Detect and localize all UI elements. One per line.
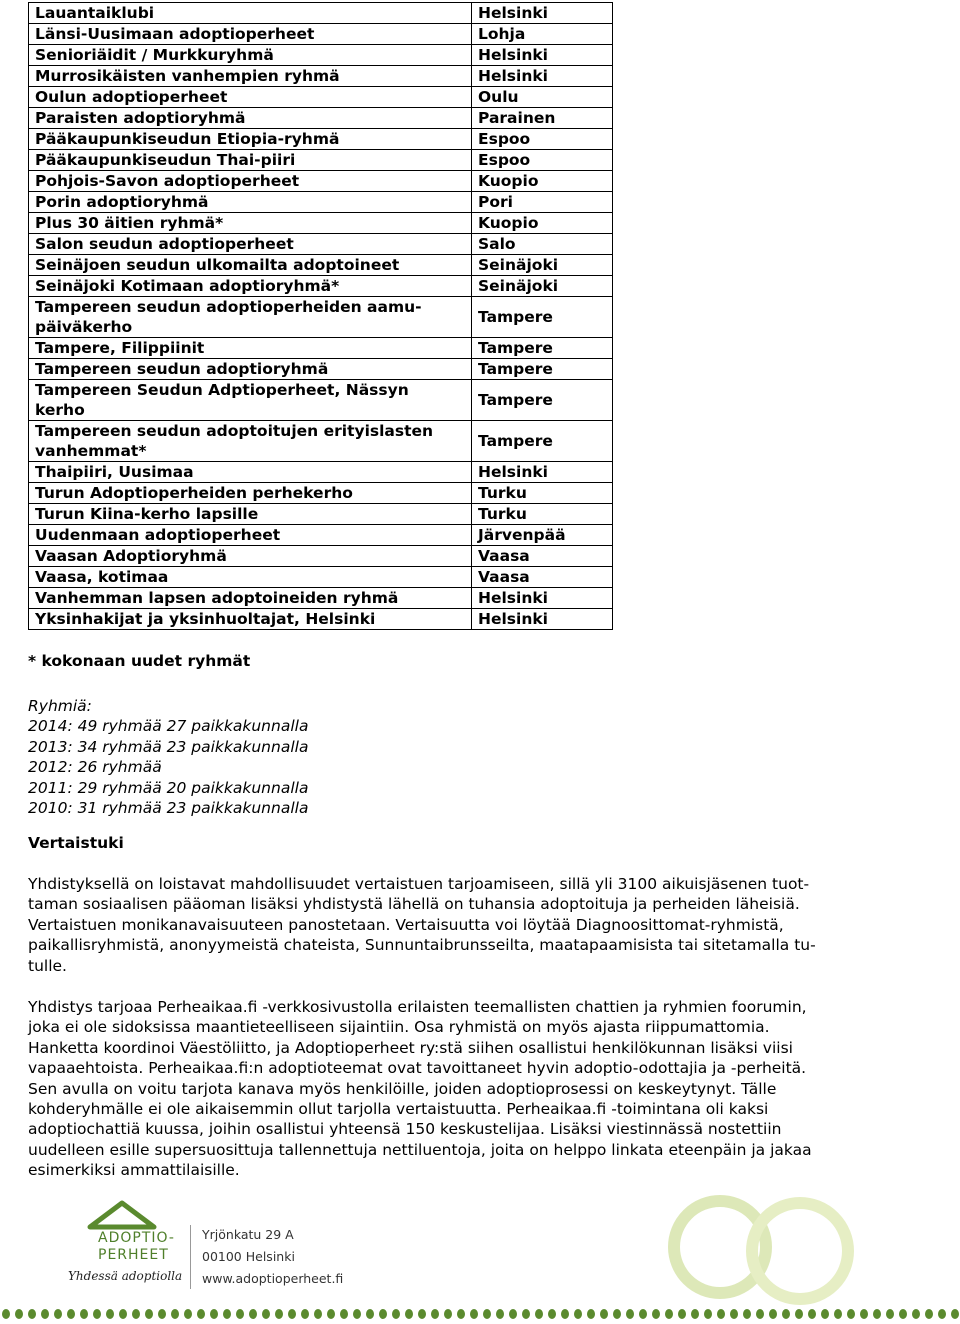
border-dot <box>899 1309 907 1319</box>
group-name-cell <box>29 546 472 567</box>
table-row <box>29 588 613 609</box>
stats-line: 2011: 29 ryhmää 20 paikkakunnalla <box>28 778 309 797</box>
group-city: Pori <box>472 192 613 213</box>
table-row <box>29 546 613 567</box>
group-city: Parainen <box>472 108 613 129</box>
table-row <box>29 297 613 338</box>
paragraph-line: paikallisryhmistä, anonyymeistä chateista, Sunnuntaibrunsseilta, maatapaamisista tai sitetamalla tu- <box>28 936 816 955</box>
group-name: Plus 30 äitien ryhmä* <box>35 214 224 232</box>
group-name-cell <box>29 234 472 255</box>
border-dot <box>340 1309 348 1319</box>
border-dot <box>132 1309 140 1319</box>
table-row <box>29 234 613 255</box>
group-city: Helsinki <box>472 462 613 483</box>
stats-heading: Ryhmiä: <box>28 697 92 715</box>
group-name-cell <box>29 108 472 129</box>
group-city: Tampere <box>472 338 613 359</box>
group-name: Turun Adoptioperheiden perhekerho <box>35 484 353 502</box>
stats-line: 2010: 31 ryhmää 23 paikkakunnalla <box>28 799 309 818</box>
group-name: Lauantaiklubi <box>35 4 155 22</box>
group-name-cell <box>29 192 472 213</box>
border-dot <box>262 1309 270 1319</box>
paragraph-perheaikaa <box>28 997 928 1181</box>
border-dot <box>782 1309 790 1319</box>
border-dot <box>41 1309 49 1319</box>
group-name-cell <box>29 359 472 380</box>
group-city: Tampere <box>472 380 613 421</box>
group-name: Turun Kiina-kerho lapsille <box>35 505 259 523</box>
group-name-cell <box>29 504 472 525</box>
group-city: Salo <box>472 234 613 255</box>
group-name: Paraisten adoptioryhmä <box>35 109 246 127</box>
group-name-cell <box>29 297 472 338</box>
logo-slogan: Yhdessä adoptiolla <box>68 1269 183 1283</box>
border-dot <box>717 1309 725 1319</box>
border-dot <box>457 1309 465 1319</box>
border-dot <box>639 1309 647 1319</box>
table-row <box>29 504 613 525</box>
group-name: Tampere, Filippiinit <box>35 339 205 357</box>
border-dot <box>678 1309 686 1319</box>
group-city: Tampere <box>472 297 613 338</box>
group-name-cell <box>29 609 472 630</box>
group-city: Espoo <box>472 129 613 150</box>
table-row <box>29 129 613 150</box>
border-dot <box>912 1309 920 1319</box>
border-dot <box>665 1309 673 1319</box>
group-name: Uudenmaan adoptioperheet <box>35 526 281 544</box>
border-dot <box>15 1309 23 1319</box>
table-row <box>29 192 613 213</box>
group-name-cell <box>29 150 472 171</box>
group-city: Vaasa <box>472 546 613 567</box>
border-dot <box>119 1309 127 1319</box>
border-dot <box>925 1309 933 1319</box>
table-row <box>29 87 613 108</box>
paragraph-line: tulle. <box>28 956 67 975</box>
border-dot <box>249 1309 257 1319</box>
border-dot <box>197 1309 205 1319</box>
paragraph-line: Yhdistyksellä on loistavat mahdollisuudet vertaistuen tarjoamiseen, sillä yli 3100 aikuisjäsenen tuot- <box>28 875 810 893</box>
group-name-cell <box>29 338 472 359</box>
logo-line-1: ADOPTIO- <box>98 1230 175 1246</box>
border-dot <box>886 1309 894 1319</box>
footer-divider <box>190 1225 191 1289</box>
border-dot <box>626 1309 634 1319</box>
border-dot <box>418 1309 426 1319</box>
border-dot <box>184 1309 192 1319</box>
border-dot <box>730 1309 738 1319</box>
border-dot <box>808 1309 816 1319</box>
border-dot <box>756 1309 764 1319</box>
border-dot <box>288 1309 296 1319</box>
group-name-continued: kerho <box>35 401 85 419</box>
border-dot <box>106 1309 114 1319</box>
border-dot <box>210 1309 218 1319</box>
group-name: Tampereen seudun adoptioryhmä <box>35 360 329 378</box>
border-dot <box>522 1309 530 1319</box>
table-row <box>29 380 613 421</box>
group-name: Tampereen seudun adoptioperheiden aamu- <box>35 298 422 316</box>
table-row <box>29 567 613 588</box>
stats-line: 2013: 34 ryhmää 23 paikkakunnalla <box>28 737 309 756</box>
group-city: Oulu <box>472 87 613 108</box>
logo-line-2: PERHEET <box>98 1247 169 1263</box>
footnote: * kokonaan uudet ryhmät <box>28 652 251 670</box>
group-city: Tampere <box>472 421 613 462</box>
group-city: Helsinki <box>472 3 613 24</box>
group-name-cell <box>29 567 472 588</box>
group-name-cell <box>29 24 472 45</box>
group-name: Porin adoptioryhmä <box>35 193 209 211</box>
border-dot <box>470 1309 478 1319</box>
border-dot <box>951 1309 959 1319</box>
border-dot <box>509 1309 517 1319</box>
border-dot <box>158 1309 166 1319</box>
paragraph-line: Yhdistys tarjoaa Perheaikaa.fi -verkkosivustolla erilaisten teemallisten chattien ja ryhmien foorumin, <box>28 998 807 1016</box>
border-dot <box>600 1309 608 1319</box>
border-dot <box>938 1309 946 1319</box>
border-dot <box>847 1309 855 1319</box>
group-name: Vaasan Adoptioryhmä <box>35 547 227 565</box>
group-city: Lohja <box>472 24 613 45</box>
table-row <box>29 213 613 234</box>
border-dot <box>691 1309 699 1319</box>
table-row <box>29 255 613 276</box>
border-dot <box>145 1309 153 1319</box>
border-dot <box>392 1309 400 1319</box>
group-city: Turku <box>472 504 613 525</box>
table-row <box>29 338 613 359</box>
table-row <box>29 421 613 462</box>
border-dot <box>327 1309 335 1319</box>
border-dot <box>834 1309 842 1319</box>
group-name: Oulun adoptioperheet <box>35 88 228 106</box>
groups-table <box>28 2 613 630</box>
group-name: Seinäjoen seudun ulkomailta adoptoineet <box>35 256 400 274</box>
group-city: Tampere <box>472 359 613 380</box>
border-dot <box>743 1309 751 1319</box>
paragraph-line: joka ei ole sidoksissa maantieteelliseen sijaintiin. Osa ryhmistä on myös ajasta riippumattomia. <box>28 1018 770 1037</box>
group-name: Tampereen Seudun Adptioperheet, Nässyn <box>35 381 409 399</box>
border-dot <box>873 1309 881 1319</box>
table-row <box>29 276 613 297</box>
border-dot <box>574 1309 582 1319</box>
letterhead-footer <box>0 1195 960 1324</box>
group-city: Helsinki <box>472 609 613 630</box>
paragraph-line: Sen avulla on voitu tarjota kanava myös henkilöille, joiden adoptioprosessi on keskeytynyt. Tälle <box>28 1079 777 1098</box>
group-name: Murrosikäisten vanhempien ryhmä <box>35 67 340 85</box>
border-dot <box>366 1309 374 1319</box>
dotted-border-icon <box>0 1307 960 1321</box>
section-heading: Vertaistuki <box>28 834 124 852</box>
table-row <box>29 66 613 87</box>
group-name-cell <box>29 129 472 150</box>
border-dot <box>769 1309 777 1319</box>
border-dot <box>496 1309 504 1319</box>
group-name-cell <box>29 255 472 276</box>
postal-address: 00100 Helsinki <box>202 1249 295 1264</box>
table-row <box>29 609 613 630</box>
table-row <box>29 171 613 192</box>
border-dot <box>314 1309 322 1319</box>
group-name-cell <box>29 421 472 462</box>
border-dot <box>80 1309 88 1319</box>
group-city: Seinäjoki <box>472 276 613 297</box>
paragraph-line: kohderyhmälle ei ole aikaisemmin ollut tarjolla vertaistuutta. Perheaikaa.fi -toimintana oli kaksi <box>28 1100 769 1119</box>
street-address: Yrjönkatu 29 A <box>202 1227 294 1242</box>
border-dot <box>301 1309 309 1319</box>
border-dot <box>444 1309 452 1319</box>
group-name-cell <box>29 276 472 297</box>
group-name-continued: vanhemmat* <box>35 442 147 460</box>
group-name: Tampereen seudun adoptoitujen erityislasten <box>35 422 434 440</box>
group-city: Vaasa <box>472 567 613 588</box>
border-dot <box>405 1309 413 1319</box>
group-name: Vanhemman lapsen adoptoineiden ryhmä <box>35 589 399 607</box>
group-name: Thaipiiri, Uusimaa <box>35 463 194 481</box>
border-dot <box>28 1309 36 1319</box>
paragraph-vertaistuki <box>28 874 928 976</box>
border-dot <box>795 1309 803 1319</box>
border-dot <box>275 1309 283 1319</box>
group-name: Senioriäidit / Murkkuryhmä <box>35 46 274 64</box>
border-dot <box>353 1309 361 1319</box>
group-statistics <box>28 696 308 818</box>
border-dot <box>379 1309 387 1319</box>
border-dot <box>67 1309 75 1319</box>
border-dot <box>93 1309 101 1319</box>
border-dot <box>821 1309 829 1319</box>
group-name: Salon seudun adoptioperheet <box>35 235 294 253</box>
group-name-continued: päiväkerho <box>35 318 133 336</box>
paragraph-line: uudelleen esille supersuosittuja tallennettuja nettiluentoja, joita on helppo linkata eteenpäin ja jakaa <box>28 1140 812 1159</box>
paragraph-line: Hanketta koordinoi Väestöliitto, ja Adoptioperheet ry:stä siihen osallistui henkilökunnan lisäksi viisi <box>28 1038 793 1057</box>
group-city: Helsinki <box>472 66 613 87</box>
group-city: Helsinki <box>472 45 613 66</box>
group-name: Pääkaupunkiseudun Thai-piiri <box>35 151 296 169</box>
border-dot <box>561 1309 569 1319</box>
table-row <box>29 150 613 171</box>
border-dot <box>54 1309 62 1319</box>
border-dot <box>652 1309 660 1319</box>
paragraph-line: esimerkiksi ammattilaisille. <box>28 1161 240 1180</box>
border-dot <box>587 1309 595 1319</box>
group-name-cell <box>29 87 472 108</box>
group-name-cell <box>29 483 472 504</box>
border-dot <box>860 1309 868 1319</box>
paragraph-line: adoptiochattiä kuussa, joihin osallistui yhteensä 150 keskustelijaa. Lisäksi viestinnässä nostettiin <box>28 1120 782 1139</box>
border-dot <box>236 1309 244 1319</box>
group-city: Järvenpää <box>472 525 613 546</box>
group-name-cell <box>29 380 472 421</box>
paragraph-line: Vertaistuen monikanavaisuuteen panostetaan. Vertaisuutta voi löytää Diagnoosittomat-ryhmistä, <box>28 915 784 934</box>
border-dot <box>704 1309 712 1319</box>
paragraph-line: taman sosiaalisen pääoman lisäksi yhdistystä lähellä on tuhansia adoptoituja ja perheiden läheisiä. <box>28 895 800 914</box>
group-name-cell <box>29 588 472 609</box>
group-name-cell <box>29 171 472 192</box>
group-city: Seinäjoki <box>472 255 613 276</box>
group-name: Pohjois-Savon adoptioperheet <box>35 172 300 190</box>
group-name: Yksinhakijat ja yksinhuoltajat, Helsinki <box>35 610 376 628</box>
border-dot <box>171 1309 179 1319</box>
group-name: Vaasa, kotimaa <box>35 568 169 586</box>
border-dot <box>613 1309 621 1319</box>
group-city: Helsinki <box>472 588 613 609</box>
border-dot <box>223 1309 231 1319</box>
website-link[interactable]: www.adoptioperheet.fi <box>202 1271 344 1286</box>
table-row <box>29 483 613 504</box>
group-name-cell <box>29 45 472 66</box>
table-row <box>29 108 613 129</box>
table-row <box>29 24 613 45</box>
group-name: Pääkaupunkiseudun Etiopia-ryhmä <box>35 130 340 148</box>
table-row <box>29 462 613 483</box>
rings-decoration-icon <box>600 1195 960 1307</box>
group-name: Seinäjoki Kotimaan adoptioryhmä* <box>35 277 340 295</box>
group-name-cell <box>29 525 472 546</box>
stats-line: 2012: 26 ryhmää <box>28 758 162 777</box>
group-city: Kuopio <box>472 213 613 234</box>
border-dot <box>548 1309 556 1319</box>
group-name-cell <box>29 213 472 234</box>
table-row <box>29 525 613 546</box>
group-city: Kuopio <box>472 171 613 192</box>
border-dot <box>483 1309 491 1319</box>
border-dot <box>2 1309 10 1319</box>
table-row <box>29 3 613 24</box>
group-city: Espoo <box>472 150 613 171</box>
stats-line: 2014: 49 ryhmää 27 paikkakunnalla <box>28 717 309 736</box>
group-city: Turku <box>472 483 613 504</box>
table-row <box>29 45 613 66</box>
group-name: Länsi-Uusimaan adoptioperheet <box>35 25 315 43</box>
table-row <box>29 359 613 380</box>
border-dot <box>535 1309 543 1319</box>
group-name-cell <box>29 462 472 483</box>
group-name-cell <box>29 66 472 87</box>
border-dot <box>431 1309 439 1319</box>
group-name-cell <box>29 3 472 24</box>
paragraph-line: vapaaehtoista. Perheaikaa.fi:n adoptioteemat ovat tavoittaneet hyvin adoptio-odottajia ja -perheitä. <box>28 1059 807 1078</box>
